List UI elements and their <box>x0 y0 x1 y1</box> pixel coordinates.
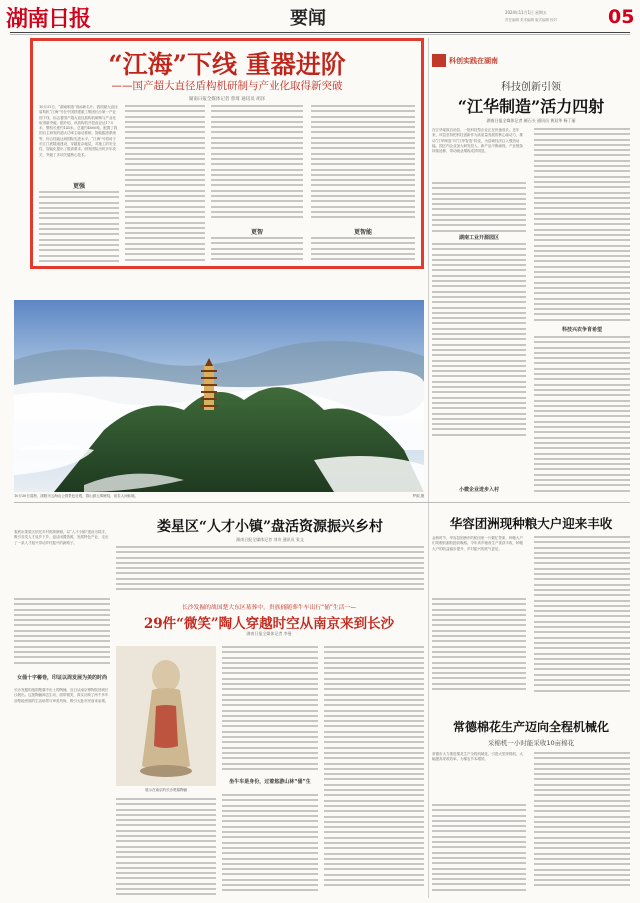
section-title: 要闻 <box>290 8 326 29</box>
story3-text-col3 <box>222 646 318 776</box>
story2 <box>14 506 424 596</box>
sidebar-kicker: 科技创新引领 <box>501 82 561 93</box>
lead-sec-2: 更智 <box>250 229 263 236</box>
story5-text-col1b <box>432 804 526 896</box>
sidebar-tag <box>432 54 498 67</box>
lead-sec-3: 更智能 <box>353 229 372 236</box>
pagoda-photo <box>14 300 424 492</box>
story5 <box>432 712 630 898</box>
sidebar-sec-2: 科技兴农争育希望 <box>561 327 602 333</box>
story2-title: 娄星区“人才小镇”盘活资源振兴乡村 <box>156 519 384 535</box>
lead-subtitle: ——国产超大直径盾构机研制与产业化取得新突破 <box>111 80 343 92</box>
newspaper-logo: 湖南日报 <box>6 6 91 32</box>
sidebar-text-col2 <box>534 128 630 328</box>
sidebar-text-col1b <box>432 243 526 439</box>
story2-text-cols <box>116 546 424 596</box>
story3-kicker: 长沙发掘的战国楚大东区墓葬中，贵族俑随葬牛车出行“俑”生活一— <box>181 605 357 611</box>
sidebar-sec-1: 湖南工业开源园区 <box>458 235 499 241</box>
pottery-figurine-photo <box>116 646 216 786</box>
story4-text-col1b <box>432 598 526 698</box>
story3-sec-2: 坐牛车是身份，过着悠游山林“俑”生 <box>229 779 311 785</box>
lead-text-col3b <box>211 237 303 267</box>
lead-sec-1: 更强 <box>72 183 85 190</box>
story4-title: 华容团洲现种粮大户迎来丰收 <box>449 516 613 531</box>
story4-text-col2 <box>534 536 630 698</box>
story3-body: 长沙发掘的战国楚墓中出土的陶俑，近日从南京博物院回到长沙展出。这批陶俑神态生动，面带微笑，真实反映了两千多年前楚地贵族的生活场景与审美风尚，吸引大批市民前来参观。 <box>14 688 109 703</box>
lead-byline: 湖南日报全媒体记者 曾琦 通讯员 胡泽 <box>188 97 266 102</box>
masthead-rule-thin <box>10 34 630 35</box>
story3-text-col3b <box>222 794 318 898</box>
masthead-rule <box>10 32 630 33</box>
story3-text-col4 <box>324 646 424 898</box>
pagoda-photo-illustration <box>14 300 424 492</box>
figurine-illustration <box>116 646 216 786</box>
photo-caption: 10月30日清晨，浏阳市云海山公园景色壮观，群山被云雾缭绕，宛若人间仙境。 <box>14 494 139 498</box>
lead-body-col1: 10月31日，“湖南制造”再添新名片。我国最大直径盾构机“江海”号在中国铁建重工集团长沙第一产业园下线，标志着国产超大直径盾构机研制与产业化取得新突破。据介绍，该盾构机开挖直径达17.5米，整机长度约145米，总重约4800吨，配置了我国自主研发的超大功率主驱动系统、智能掘进系统等，综合性能达到国际先进水平。“江海”号将用于长江江底隧道建设，穿越复杂地层，对施工的安全性、智能化提出了极高要求。研发团队历时多年攻关，突破了多项关键核心技术。 <box>39 105 118 157</box>
sidebar-text-col1 <box>432 182 526 234</box>
page-number: 05 <box>608 6 635 28</box>
sidebar-column <box>432 38 630 498</box>
lead-title: “江海”下线 重器进阶 <box>108 50 346 79</box>
story3-title: 29件“微笑”陶人穿越时空从南京来到长沙 <box>143 616 395 632</box>
lead-text-col4 <box>311 105 415 223</box>
date-line: 2024年11月1日 星期五 <box>505 10 547 15</box>
lead-text-col1b <box>39 191 119 265</box>
photo-credit: 罗源 摄 <box>412 494 424 498</box>
section-divider <box>14 502 630 503</box>
sidebar-endnote: 小微企业迸步入村 <box>458 487 499 493</box>
newspaper-column-icon <box>432 54 446 67</box>
editor-line: 责任编辑 美术编辑 版式编辑 校对 <box>505 18 558 22</box>
story3-byline: 湖南日报全媒体记者 李曼 <box>246 631 292 636</box>
sidebar-byline: 湖南日报全媒体记者 颜石头 通讯员 黄双华 杨丁丽 <box>486 118 576 123</box>
story3-sec-1: 女俑十字髻卷，印证以周发展为美的时尚 <box>16 675 107 681</box>
sidebar-text-col2b <box>534 336 630 496</box>
sidebar-body-col1: 在江华瑶族自治县，一批科技型企业正在快速成长。近年来，该县坚持把科技创新作为高质量发展的核心驱动力，推动“江华制造”向“江华智造”转变，为县域经济注入强劲动能。园区内企业加大研发投入，新产品不断涌现，产业链条持续延伸，带动就业增收成效明显。 <box>432 128 523 154</box>
story5-title: 常德棉花生产迈向全程机械化 <box>452 720 609 734</box>
lead-story-frame <box>30 38 424 269</box>
figurine-caption: 展示在南京的长沙楚墓陶俑 <box>145 788 187 792</box>
story3 <box>14 598 424 898</box>
masthead <box>0 0 640 40</box>
column-divider-vertical <box>428 38 429 898</box>
story2-body-col1: 娄底市娄星区依托乡村资源禀赋，以“人才小镇”建设为抓手，吸引各类人才返乡下乡，盘活闲置资源，发展特色产业，走出了一条人才振兴带动乡村振兴的新路子。 <box>14 530 109 545</box>
story5-body: 常德市大力推进棉花生产全程机械化，引进大型采棉机，大幅提高采收效率，为棉农节本增效。 <box>432 752 523 762</box>
story4-body: 金秋时节，华容县团洲乡的稻田里一片繁忙景象，种粮大户们驾驶收割机抢收晚稻。今年该乡粮食生产喜获丰收，种粮大户的收益稳步提升，乡村振兴的底气更足。 <box>432 536 523 551</box>
story4 <box>432 506 630 706</box>
story3-text-col2b <box>116 798 216 898</box>
sidebar-title: “江华制造”活力四射 <box>457 97 605 116</box>
lead-text-col2 <box>125 105 205 265</box>
story3-left-text <box>14 598 110 668</box>
story2-byline: 湖南日报全媒体记者 刘奇 通讯员 张文 <box>236 537 304 542</box>
story5-text-col2 <box>534 752 630 896</box>
sidebar-tag-label: 科创实践在湖南 <box>449 56 498 65</box>
lead-text-col3 <box>211 105 303 223</box>
story5-subtitle: 采棉机一小时能采收10亩棉花 <box>487 739 575 747</box>
lead-text-col4b <box>311 237 415 267</box>
